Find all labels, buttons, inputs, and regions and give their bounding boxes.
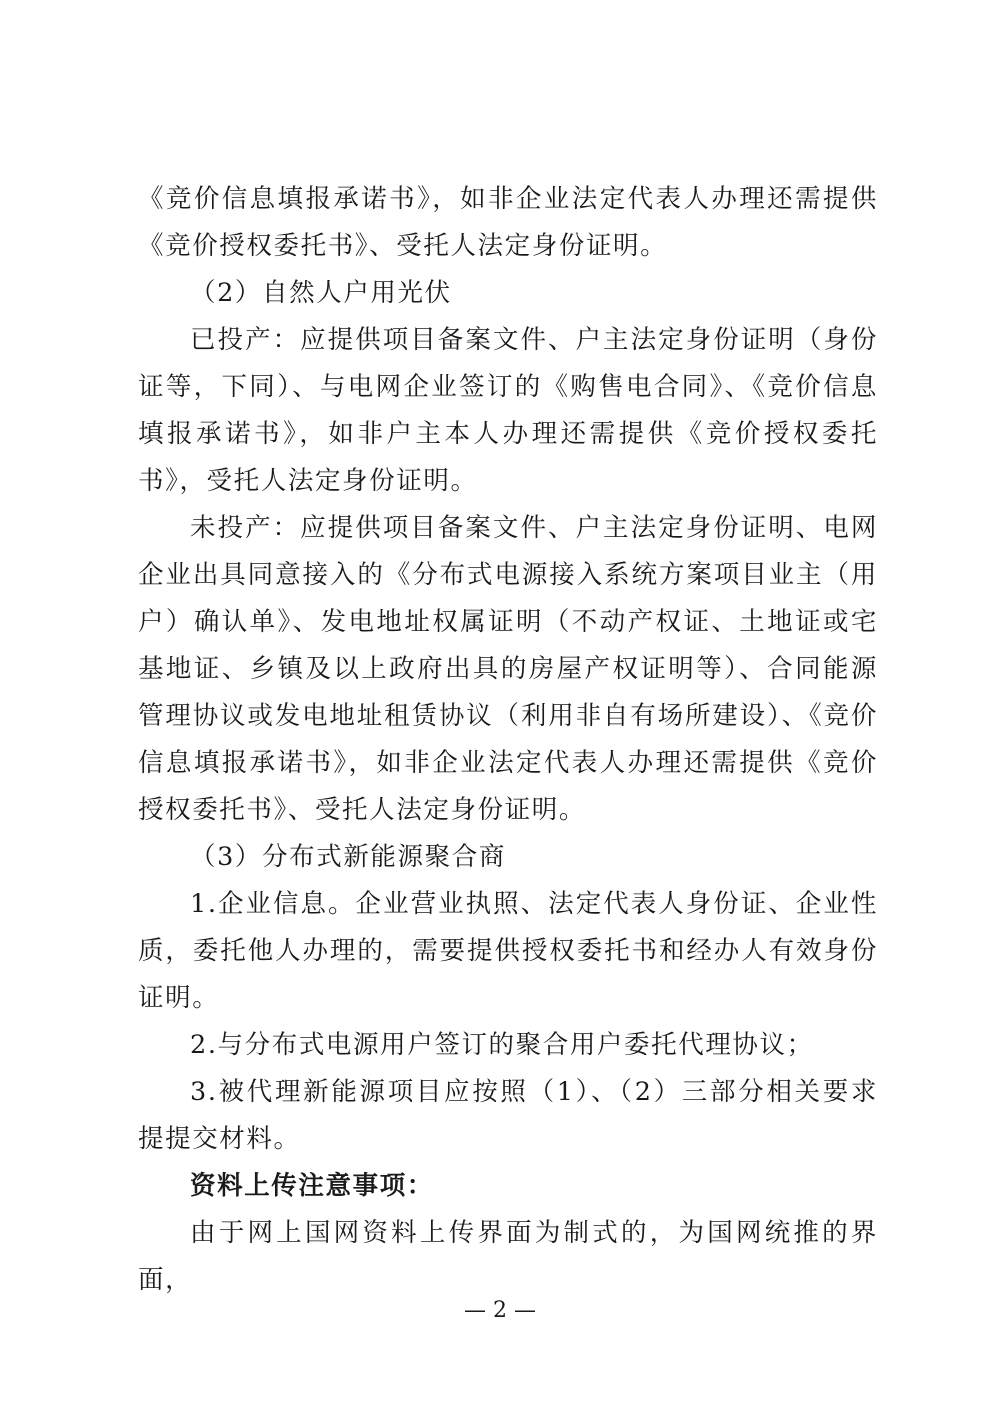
- list-item-1: 1.企业信息。企业营业执照、法定代表人身份证、企业性质，委托他人办理的，需要提供授权委托书和经办人有效身份证明。: [138, 889, 878, 1013]
- list-item-3: 3.被代理新能源项目应按照（1）、（2）三部分相关要求提提交材料。: [138, 1077, 878, 1154]
- paragraph-upload-notes: 由于网上国网资料上传界面为制式的，为国网统推的界面，: [138, 1218, 878, 1295]
- paragraph-in-operation: 已投产：应提供项目备案文件、户主法定身份证明（身份证等，下同）、与电网企业签订的《购售电合同》、《竞价信息填报承诺书》，如非户主本人办理还需提供《竞价授权委托书》，受托人法定身份证明。: [138, 325, 878, 496]
- paragraph-continuation: 《竞价信息填报承诺书》，如非企业法定代表人办理还需提供《竞价授权委托书》、受托人法定身份证明。: [138, 184, 878, 261]
- section-heading-upload-notes: 资料上传注意事项：: [190, 1171, 434, 1201]
- subheading-natural-person-pv: （2）自然人户用光伏: [190, 278, 452, 308]
- list-item-2: 2.与分布式电源用户签订的聚合用户委托代理协议；: [190, 1030, 814, 1060]
- document-body: [138, 176, 878, 1304]
- subheading-aggregator: （3）分布式新能源聚合商: [190, 842, 506, 872]
- page-number: — 2 —: [464, 1298, 536, 1323]
- paragraph-not-in-operation: 未投产：应提供项目备案文件、户主法定身份证明、电网企业出具同意接入的《分布式电源接入系统方案项目业主（用户）确认单》、发电地址权属证明（不动产权证、土地证或宅基地证、乡镇及以上政府出具的房屋产权证明等）、合同能源管理协议或发电地址租赁协议（利用非自有场所建设）、《竞价信息填报承诺书》，如非企业法定代表人办理还需提供《竞价授权委托书》、受托人法定身份证明。: [138, 513, 878, 825]
